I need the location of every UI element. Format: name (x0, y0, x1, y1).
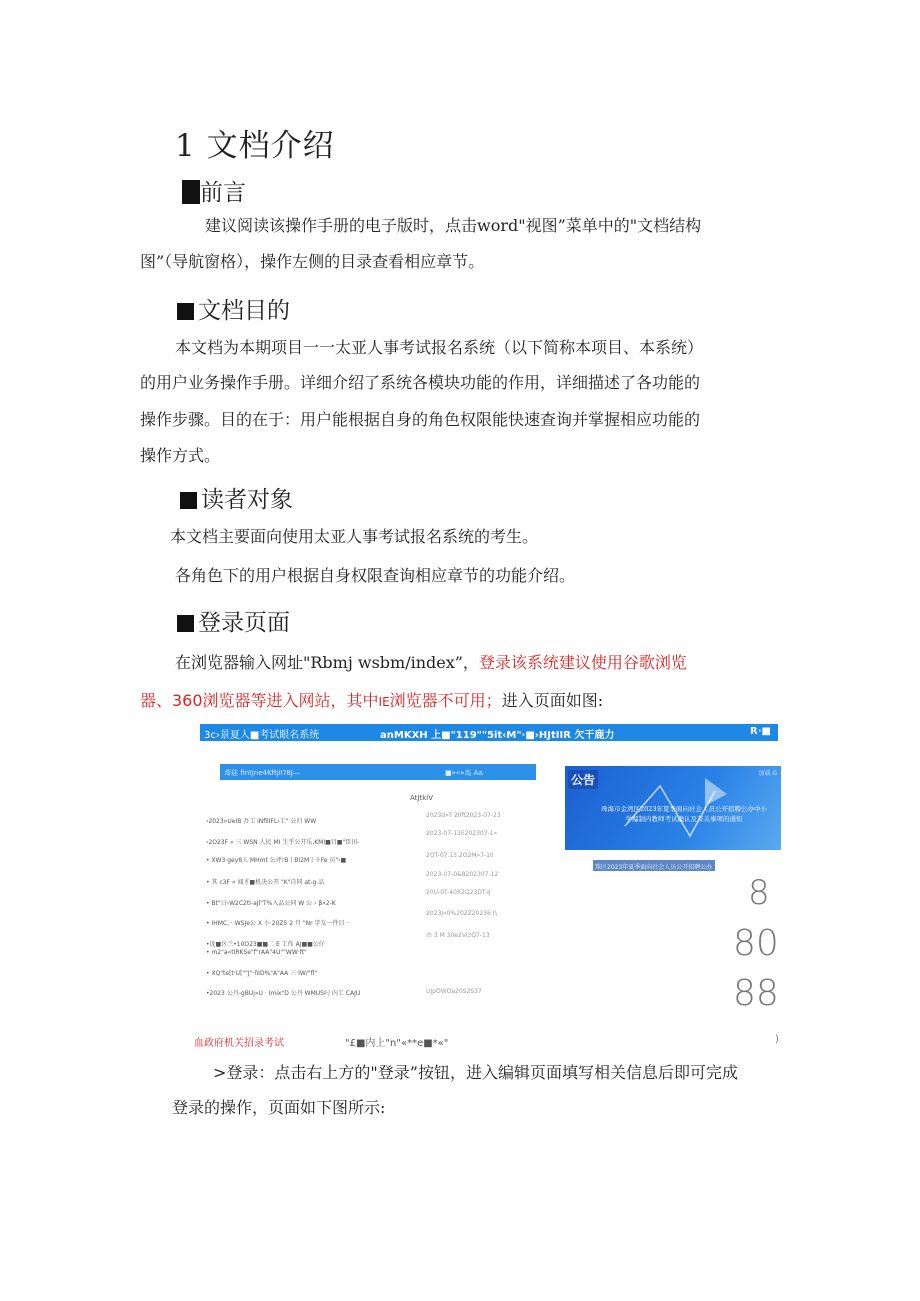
login-page-screenshot (194, 718, 785, 1058)
list-item-date: 2023-07-13E202307-1« (426, 830, 498, 837)
list-item-date: 2OT-07.13.2O2M»7-10 (426, 852, 494, 859)
list-item: • Bt"日›W2C2tI-aJl"T%入品公同 W 公 › β»2-K (206, 900, 336, 907)
bullet-square-icon (182, 180, 200, 204)
login-line-1: 在浏览器输入网址"Rbmj wsbm/index”，登录该系统建议使用谷歌浏览 (175, 653, 687, 672)
footer-right-mark: ) (775, 1034, 779, 1045)
list-item: •2023 公丹-gBUj»U · Imix"D 公丹 WMUS叼 内工 CAJU (206, 990, 361, 997)
chapter-number: 1 (175, 128, 196, 164)
purpose-line-4: 操作方式。 (140, 446, 221, 465)
list-item: ‹2O23F « 三 WSN 人民 MI 生乎公开乐,KMI■目■"臣田- (206, 839, 360, 846)
banner-caption: 珠区2023年夏季面向社会人员公开招聘公办 (593, 860, 715, 871)
tab-left-label: 鸢硅 fIntjne4KftjiI?8J— (224, 769, 300, 777)
site-nav: anMKXH 上■"119""5it‹M"·■›HJtIIR 欠干鹿力 (380, 730, 615, 741)
stat-number: 8 (748, 873, 770, 913)
announcement-tab-bar (220, 764, 536, 780)
tab-right-label: ■»«»岛 Aa (445, 769, 483, 777)
banner-corner-text: 加载 G (758, 770, 777, 777)
list-item-date: 由 3 M 30e2Vi3Q7-13 (426, 932, 490, 939)
audience-line-2: 各角色下的用户根据自身权限查询相应章节的功能介绍。 (175, 566, 576, 585)
footer-text: "£■内上"n"«**e■*«" (345, 1038, 449, 1049)
list-item: •庞■区兰•10O23■■二 E 工作 AJ■■公仔 (206, 941, 325, 948)
audience-line-1: 本文档主要面向使用太亚人事考试报名系统的考生。 (170, 527, 539, 546)
list-item-date: 20U-0T-40X2Q23DT-IJ (426, 889, 491, 896)
site-header-bar (200, 724, 778, 741)
purpose-line-1: 本文档为本期项目一一太亚人事考试报名系统（以下简称本项目、本系统） (175, 338, 704, 357)
list-item-date: UJpOWOa20S2S37 (426, 988, 482, 995)
site-login-link: R·■ (750, 726, 771, 737)
list-item-date: 2023d»T·20ft2023-07-23 (426, 812, 501, 819)
list-item: • m2"a«tIRKSe"f"rAA"4U""WW·ft" (206, 949, 307, 956)
login-line-2: 器、360浏览器等进入网站，其中IE浏览器不可用；进入页面如图: (140, 691, 604, 710)
chapter-title (175, 120, 335, 165)
list-item: • 其 c3F « 闻才■机决公开 "K"自同 at-g 品 (206, 879, 325, 886)
closing-line-2: 登录的操作，页面如下图所示: (172, 1098, 386, 1117)
closing-line-1: >登录：点击右上方的"登录”按钮，进入编辑页面填写相关信息后即可完成 (213, 1063, 738, 1082)
list-item: • XW3·gey8人 MHmt 公评!B丨BI2M丨·l·Fe 员"›■ (206, 857, 347, 864)
section-login-title: 登录页面 (177, 604, 290, 637)
footer-category-link: 血政府机关招录考试 (194, 1038, 284, 1049)
purpose-line-3: 操作步骤。目的在于：用户能根据自身的角色权限能快速查询并掌握相应功能的 (140, 410, 701, 429)
list-item-date: 2023-07-0&8202307-12 (426, 871, 499, 878)
section-audience-title: 读者对象 (180, 481, 293, 514)
bullet-square-icon (180, 492, 197, 509)
announcement-list-title: AtJtkiV (410, 794, 434, 802)
purpose-line-2: 的用户业务操作手册。详细介绍了系统各模块功能的作用，详细描述了各功能的 (140, 373, 701, 392)
section-purpose-title: 文档目的 (177, 292, 290, 325)
announcement-banner (565, 766, 781, 850)
banner-headline: 珠海市金湾区2023年夏季面向社会人员公开招聘公办中小学编制内教师考试确认及有关事项的通知 (600, 805, 768, 823)
chapter-title-text: 文档介绍 (206, 128, 335, 164)
preface-line-2: 图”（导航窗格），操作左侧的目录查看相应章节。 (140, 252, 485, 271)
stat-number: 88 (733, 973, 779, 1007)
preface-line-1: 建议阅读该操作手册的电子版时，点击word"视图”菜单中的"文档结构 (205, 216, 702, 235)
list-item: • XQ"te[t·U[""J"·ñID%"A"AA 三·IW/"fl" (206, 970, 318, 977)
bullet-square-icon (177, 303, 194, 320)
list-item: • IHMC, · WSJe公 X 小·20Z5 2 月 "Nr 字友一件目 · (206, 920, 349, 927)
list-item: ‹2023»UeIB 吾工 iNfilIFL›工" 公归 WW (206, 818, 317, 825)
site-title: 3c›景夏人■考试眼名系统 (204, 730, 320, 741)
stat-number: 80 (733, 923, 779, 964)
banner-tag: 公告 (568, 770, 598, 789)
list-item-date: 2023J«0%202Z20236 (\ (426, 910, 498, 917)
section-preface-title: 前言 (182, 174, 246, 207)
bullet-square-icon (177, 615, 194, 632)
